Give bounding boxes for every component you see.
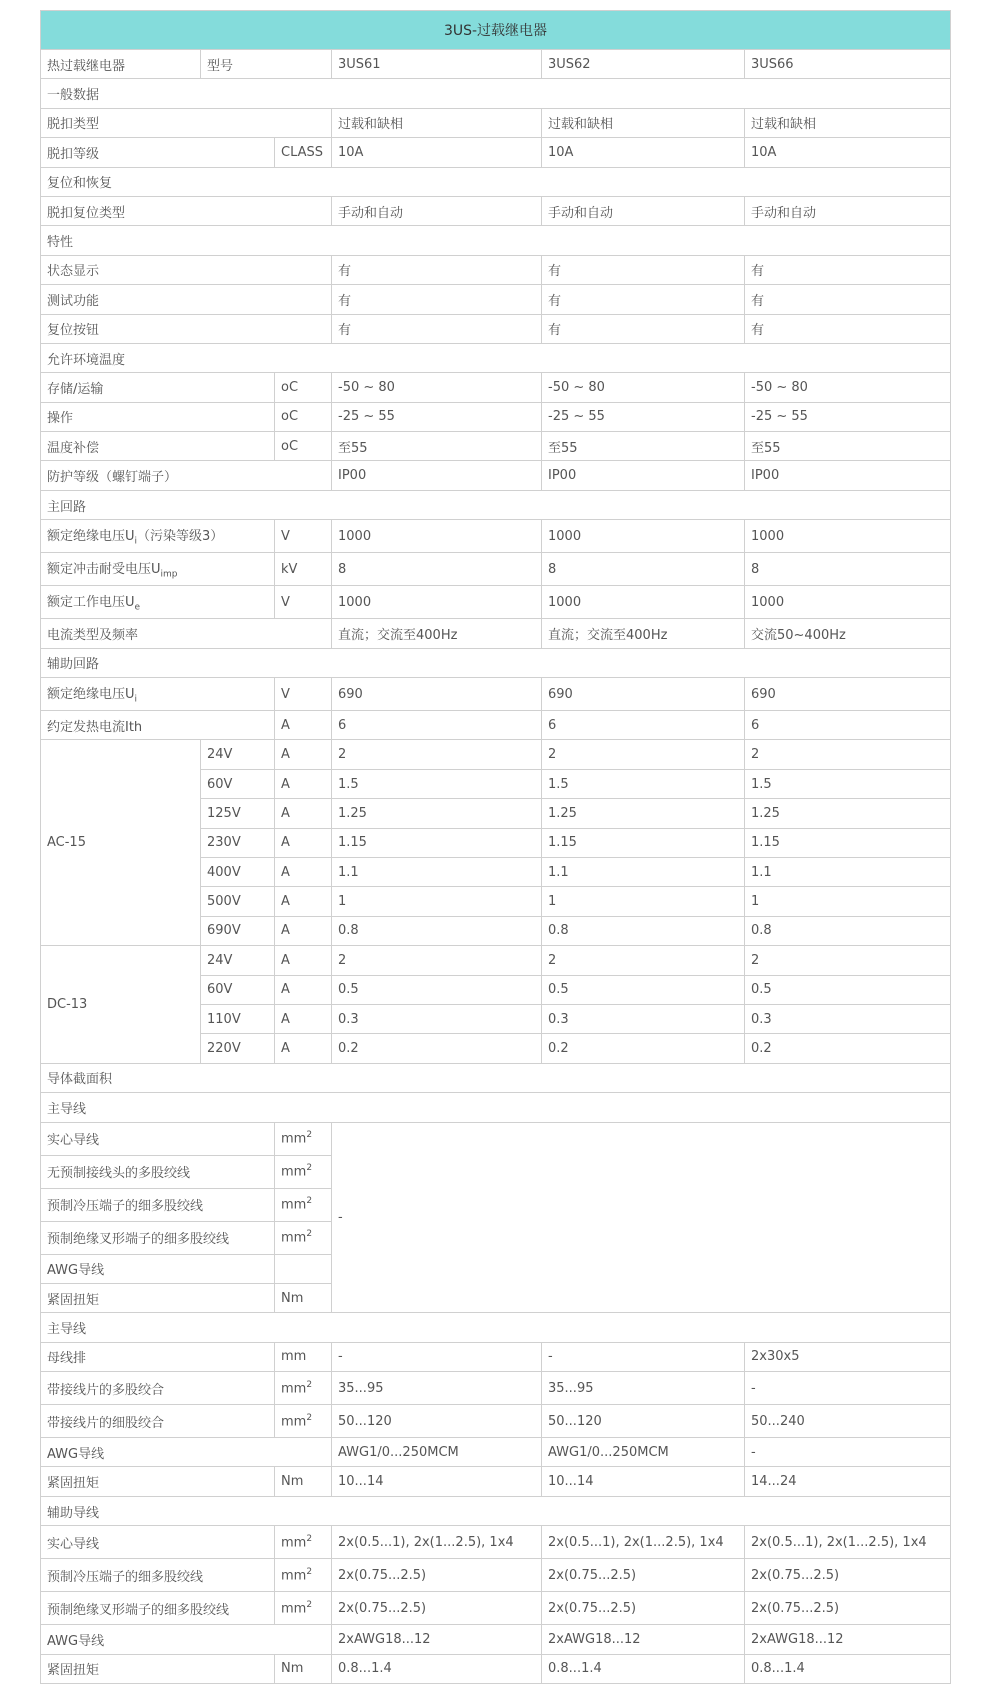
cell-value: 50...120: [542, 1405, 745, 1438]
table-row: [41, 402, 951, 431]
section-row: [41, 79, 951, 108]
cell-value: 1: [332, 887, 542, 916]
cell-value: -: [542, 1342, 745, 1371]
row-unit: A: [275, 916, 332, 945]
row-label: 预制绝缘叉形端子的细多股绞线: [41, 1221, 275, 1254]
cell-value: AWG1/0...250MCM: [542, 1438, 745, 1467]
row-label: 带接线片的细股绞合: [41, 1405, 275, 1438]
cell-value: 2x(0.75...2.5): [542, 1592, 745, 1625]
row-unit: A: [275, 769, 332, 798]
row-unit: A: [275, 828, 332, 857]
row-unit: CLASS: [275, 138, 332, 167]
row-label: 紧固扭矩: [41, 1283, 275, 1312]
cell-value: 35...95: [332, 1372, 542, 1405]
cell-value: 至55: [542, 432, 745, 461]
row-unit: [275, 1559, 332, 1592]
unit-text: mm: [281, 1131, 307, 1147]
cell-value: 1000: [542, 586, 745, 619]
unit-superscript: 2: [306, 1229, 313, 1240]
cell-value: 2: [745, 946, 951, 975]
unit-superscript: 2: [306, 1379, 313, 1390]
cell-value: 手动和自动: [745, 196, 951, 225]
cell-value: 2xAWG18...12: [542, 1625, 745, 1654]
cell-value: 1.1: [745, 857, 951, 886]
dc13-label: DC-13: [41, 946, 201, 1064]
cell-value: 2x(0.5...1), 2x(1...2.5), 1x4: [745, 1526, 951, 1559]
row-label: 实心导线: [41, 1122, 275, 1155]
cell-value: 2: [745, 740, 951, 769]
row-unit: Nm: [275, 1654, 332, 1683]
cell-value: 0.8: [542, 916, 745, 945]
table-row: [41, 461, 951, 490]
table-row: [41, 314, 951, 343]
cell-value: IP00: [542, 461, 745, 490]
row-unit: A: [275, 799, 332, 828]
cell-value: -25 ~ 55: [745, 402, 951, 431]
cell-value: 1.5: [542, 769, 745, 798]
unit-text: mm: [281, 1230, 307, 1246]
row-label: 脱扣等级: [41, 138, 275, 167]
voltage-cell: 60V: [201, 769, 275, 798]
row-label: 测试功能: [41, 285, 332, 314]
cell-value: 6: [542, 711, 745, 740]
cell-value: 至55: [332, 432, 542, 461]
row-unit: A: [275, 975, 332, 1004]
cell-value: 50...240: [745, 1405, 951, 1438]
label-suffix: （污染等级3）: [137, 529, 224, 545]
section-features: 特性: [41, 226, 951, 255]
cell-value: 0.8...1.4: [745, 1654, 951, 1683]
section-row: [41, 648, 951, 677]
row-label: 操作: [41, 402, 275, 431]
cell-value: 2xAWG18...12: [332, 1625, 542, 1654]
cell-value: 有: [542, 314, 745, 343]
cell-value: 1000: [542, 520, 745, 553]
cell-value: 8: [332, 553, 542, 586]
unit-superscript: 2: [306, 1534, 313, 1545]
label-text: 额定冲击耐受电压U: [47, 562, 161, 578]
cell-value: 0.2: [542, 1034, 745, 1063]
label-subscript: i: [134, 694, 138, 705]
cell-value: 0.5: [332, 975, 542, 1004]
section-ambient: 允许环境温度: [41, 343, 951, 372]
row-unit: [275, 1372, 332, 1405]
label-text: 额定工作电压U: [47, 595, 135, 611]
row-unit: V: [275, 678, 332, 711]
cell-value: 1000: [332, 520, 542, 553]
cell-value: -: [332, 1342, 542, 1371]
row-label: 预制绝缘叉形端子的细多股绞线: [41, 1592, 275, 1625]
row-unit: A: [275, 1004, 332, 1033]
table-row: [41, 740, 951, 769]
cell-value: 有: [745, 314, 951, 343]
unit-text: mm: [281, 1381, 307, 1397]
row-label: 无预制接线头的多股绞线: [41, 1155, 275, 1188]
voltage-cell: 500V: [201, 887, 275, 916]
cell-value: -: [745, 1438, 951, 1467]
voltage-cell: 220V: [201, 1034, 275, 1063]
section-reset: 复位和恢复: [41, 167, 951, 196]
cell-value: 0.3: [332, 1004, 542, 1033]
row-unit: kV: [275, 553, 332, 586]
cell-value: 0.8...1.4: [332, 1654, 542, 1683]
table-row: [41, 1526, 951, 1559]
row-unit: [275, 1405, 332, 1438]
voltage-cell: 24V: [201, 946, 275, 975]
cell-value: 0.8: [332, 916, 542, 945]
row-label: 状态显示: [41, 255, 332, 284]
row-unit: oC: [275, 402, 332, 431]
row-unit: Nm: [275, 1467, 332, 1496]
cell-value: 0.8: [745, 916, 951, 945]
section-general: 一般数据: [41, 79, 951, 108]
row-unit: [275, 1155, 332, 1188]
table-row: [41, 196, 951, 225]
section-row: [41, 1313, 951, 1342]
model-3us61: 3US61: [332, 50, 542, 79]
row-label: 预制冷压端子的细多股绞线: [41, 1559, 275, 1592]
table-row: [41, 1405, 951, 1438]
table-row: [41, 1625, 951, 1654]
cell-value: 690: [745, 678, 951, 711]
table-row: [41, 1467, 951, 1496]
unit-superscript: 2: [306, 1600, 313, 1611]
ac15-label: AC-15: [41, 740, 201, 946]
cell-value: 2x(0.75...2.5): [745, 1559, 951, 1592]
label-subscript: e: [134, 603, 141, 614]
table-row: [41, 1122, 951, 1155]
unit-superscript: 2: [306, 1130, 313, 1141]
cell-value: 1.25: [745, 799, 951, 828]
cell-value: 有: [332, 255, 542, 284]
merged-dash-cell: -: [332, 1122, 951, 1313]
cell-value: 1: [745, 887, 951, 916]
cell-value: 有: [745, 285, 951, 314]
cell-value: 2: [542, 740, 745, 769]
cell-value: 2x(0.75...2.5): [332, 1559, 542, 1592]
cell-value: 10A: [332, 138, 542, 167]
unit-text: mm: [281, 1535, 307, 1551]
cell-value: -: [745, 1372, 951, 1405]
row-unit: [275, 1254, 332, 1283]
row-unit: A: [275, 1034, 332, 1063]
voltage-cell: 60V: [201, 975, 275, 1004]
cell-value: 10...14: [332, 1467, 542, 1496]
cell-value: 至55: [745, 432, 951, 461]
table-row: [41, 619, 951, 648]
voltage-cell: 400V: [201, 857, 275, 886]
section-main-wire-2: 主导线: [41, 1313, 951, 1342]
voltage-cell: 690V: [201, 916, 275, 945]
row-label: AWG导线: [41, 1254, 275, 1283]
table-row: [41, 586, 951, 619]
title-row: [41, 11, 951, 50]
cell-value: 1.5: [745, 769, 951, 798]
row-label: 约定发热电流Ith: [41, 711, 275, 740]
cell-value: 2x30x5: [745, 1342, 951, 1371]
unit-text: mm: [281, 1568, 307, 1584]
cell-value: 有: [332, 285, 542, 314]
table-row: [41, 1438, 951, 1467]
model-3us66: 3US66: [745, 50, 951, 79]
table-row: [41, 678, 951, 711]
cell-value: 有: [745, 255, 951, 284]
section-row: [41, 1496, 951, 1525]
cell-value: 手动和自动: [542, 196, 745, 225]
cell-value: 1000: [745, 586, 951, 619]
table-row: [41, 108, 951, 137]
unit-superscript: 2: [306, 1567, 313, 1578]
cell-value: IP00: [745, 461, 951, 490]
cell-value: 690: [542, 678, 745, 711]
cell-value: IP00: [332, 461, 542, 490]
cell-value: 0.2: [745, 1034, 951, 1063]
cell-value: 1.1: [542, 857, 745, 886]
cell-value: 过载和缺相: [332, 108, 542, 137]
row-label: 带接线片的多股绞合: [41, 1372, 275, 1405]
cell-value: -50 ~ 80: [542, 373, 745, 402]
header-label: 热过载继电器: [41, 50, 201, 79]
row-label: 复位按钮: [41, 314, 332, 343]
row-unit: V: [275, 586, 332, 619]
row-label: 紧固扭矩: [41, 1654, 275, 1683]
cell-value: 1.1: [332, 857, 542, 886]
cell-value: 2xAWG18...12: [745, 1625, 951, 1654]
unit-text: mm: [281, 1164, 307, 1180]
row-unit: A: [275, 711, 332, 740]
row-unit: [275, 1221, 332, 1254]
section-row: [41, 1093, 951, 1122]
unit-text: mm: [281, 1601, 307, 1617]
row-label: 紧固扭矩: [41, 1467, 275, 1496]
cell-value: 1000: [332, 586, 542, 619]
section-aux-circuit: 辅助回路: [41, 648, 951, 677]
cell-value: -50 ~ 80: [745, 373, 951, 402]
cell-value: 1000: [745, 520, 951, 553]
row-label: 温度补偿: [41, 432, 275, 461]
cell-value: 交流50~400Hz: [745, 619, 951, 648]
cell-value: 14...24: [745, 1467, 951, 1496]
header-sub: 型号: [201, 50, 332, 79]
row-label: 脱扣复位类型: [41, 196, 332, 225]
table-title: 3US-过载继电器: [41, 11, 951, 50]
voltage-cell: 110V: [201, 1004, 275, 1033]
table-row: [41, 711, 951, 740]
cell-value: 6: [332, 711, 542, 740]
section-row: [41, 167, 951, 196]
table-row: [41, 285, 951, 314]
cell-value: 10A: [542, 138, 745, 167]
cell-value: 过载和缺相: [745, 108, 951, 137]
cell-value: 0.2: [332, 1034, 542, 1063]
cell-value: 2: [542, 946, 745, 975]
cell-value: 手动和自动: [332, 196, 542, 225]
cell-value: 50...120: [332, 1405, 542, 1438]
row-unit: [275, 1526, 332, 1559]
cell-value: 直流；交流至400Hz: [542, 619, 745, 648]
row-label: AWG导线: [41, 1625, 332, 1654]
row-unit: A: [275, 740, 332, 769]
table-row: [41, 138, 951, 167]
label-text: 额定绝缘电压U: [47, 529, 135, 545]
section-main-wire: 主导线: [41, 1093, 951, 1122]
row-label: 实心导线: [41, 1526, 275, 1559]
cell-value: 有: [542, 255, 745, 284]
cell-value: 2x(0.75...2.5): [542, 1559, 745, 1592]
row-label: 存储/运输: [41, 373, 275, 402]
row-label: 母线排: [41, 1342, 275, 1371]
cell-value: 10A: [745, 138, 951, 167]
row-label: [41, 586, 275, 619]
cell-value: -50 ~ 80: [332, 373, 542, 402]
table-row: [41, 553, 951, 586]
cell-value: 6: [745, 711, 951, 740]
cell-value: 2x(0.75...2.5): [332, 1592, 542, 1625]
section-row: [41, 226, 951, 255]
row-unit: mm: [275, 1342, 332, 1371]
cell-value: 1.15: [745, 828, 951, 857]
cell-value: -25 ~ 55: [542, 402, 745, 431]
cell-value: 1.25: [332, 799, 542, 828]
row-unit: A: [275, 887, 332, 916]
cell-value: 1.15: [332, 828, 542, 857]
cell-value: 1.5: [332, 769, 542, 798]
row-unit: oC: [275, 432, 332, 461]
label-subscript: i: [134, 537, 138, 548]
row-label: 脱扣类型: [41, 108, 332, 137]
cell-value: 8: [542, 553, 745, 586]
cell-value: 0.3: [542, 1004, 745, 1033]
table-row: [41, 1654, 951, 1683]
row-label: 预制冷压端子的细多股绞线: [41, 1188, 275, 1221]
table-row: [41, 1372, 951, 1405]
cell-value: 2: [332, 946, 542, 975]
cell-value: 2: [332, 740, 542, 769]
section-row: [41, 490, 951, 519]
row-label: [41, 553, 275, 586]
unit-superscript: 2: [306, 1163, 313, 1174]
cell-value: 1: [542, 887, 745, 916]
model-3us62: 3US62: [542, 50, 745, 79]
cell-value: 10...14: [542, 1467, 745, 1496]
section-row: [41, 343, 951, 372]
label-subscript: imp: [160, 570, 178, 581]
table-row: [41, 373, 951, 402]
cell-value: 直流；交流至400Hz: [332, 619, 542, 648]
section-row: [41, 1063, 951, 1092]
voltage-cell: 24V: [201, 740, 275, 769]
label-text: 额定绝缘电压U: [47, 687, 135, 703]
row-unit: [275, 1188, 332, 1221]
cell-value: 8: [745, 553, 951, 586]
row-label: 防护等级（螺钉端子）: [41, 461, 332, 490]
cell-value: 0.8...1.4: [542, 1654, 745, 1683]
unit-superscript: 2: [306, 1196, 313, 1207]
table-row: [41, 946, 951, 975]
unit-superscript: 2: [306, 1412, 313, 1423]
cell-value: 0.3: [745, 1004, 951, 1033]
section-aux-wire: 辅助导线: [41, 1496, 951, 1525]
table-row: [41, 1592, 951, 1625]
row-label: 电流类型及频率: [41, 619, 332, 648]
cell-value: 过载和缺相: [542, 108, 745, 137]
table-row: [41, 1342, 951, 1371]
header-row: [41, 50, 951, 79]
row-label: [41, 678, 275, 711]
table-row: [41, 432, 951, 461]
row-unit: V: [275, 520, 332, 553]
cell-value: 0.5: [542, 975, 745, 1004]
row-label: AWG导线: [41, 1438, 332, 1467]
row-unit: A: [275, 946, 332, 975]
cell-value: 2x(0.5...1), 2x(1...2.5), 1x4: [332, 1526, 542, 1559]
unit-text: mm: [281, 1414, 307, 1430]
table-row: [41, 1559, 951, 1592]
cell-value: 2x(0.75...2.5): [745, 1592, 951, 1625]
cell-value: 1.15: [542, 828, 745, 857]
row-unit: A: [275, 857, 332, 886]
row-unit: [275, 1122, 332, 1155]
cell-value: AWG1/0...250MCM: [332, 1438, 542, 1467]
cell-value: 有: [332, 314, 542, 343]
row-unit: oC: [275, 373, 332, 402]
row-label: [41, 520, 275, 553]
table-row: [41, 520, 951, 553]
section-main-circuit: 主回路: [41, 490, 951, 519]
section-conductor: 导体截面积: [41, 1063, 951, 1092]
voltage-cell: 230V: [201, 828, 275, 857]
unit-text: mm: [281, 1197, 307, 1213]
voltage-cell: 125V: [201, 799, 275, 828]
cell-value: 690: [332, 678, 542, 711]
cell-value: 2x(0.5...1), 2x(1...2.5), 1x4: [542, 1526, 745, 1559]
row-unit: Nm: [275, 1283, 332, 1312]
cell-value: 1.25: [542, 799, 745, 828]
table-row: [41, 255, 951, 284]
cell-value: 0.5: [745, 975, 951, 1004]
cell-value: -25 ~ 55: [332, 402, 542, 431]
row-unit: [275, 1592, 332, 1625]
spec-table: [40, 10, 951, 1684]
cell-value: 35...95: [542, 1372, 745, 1405]
cell-value: 有: [542, 285, 745, 314]
